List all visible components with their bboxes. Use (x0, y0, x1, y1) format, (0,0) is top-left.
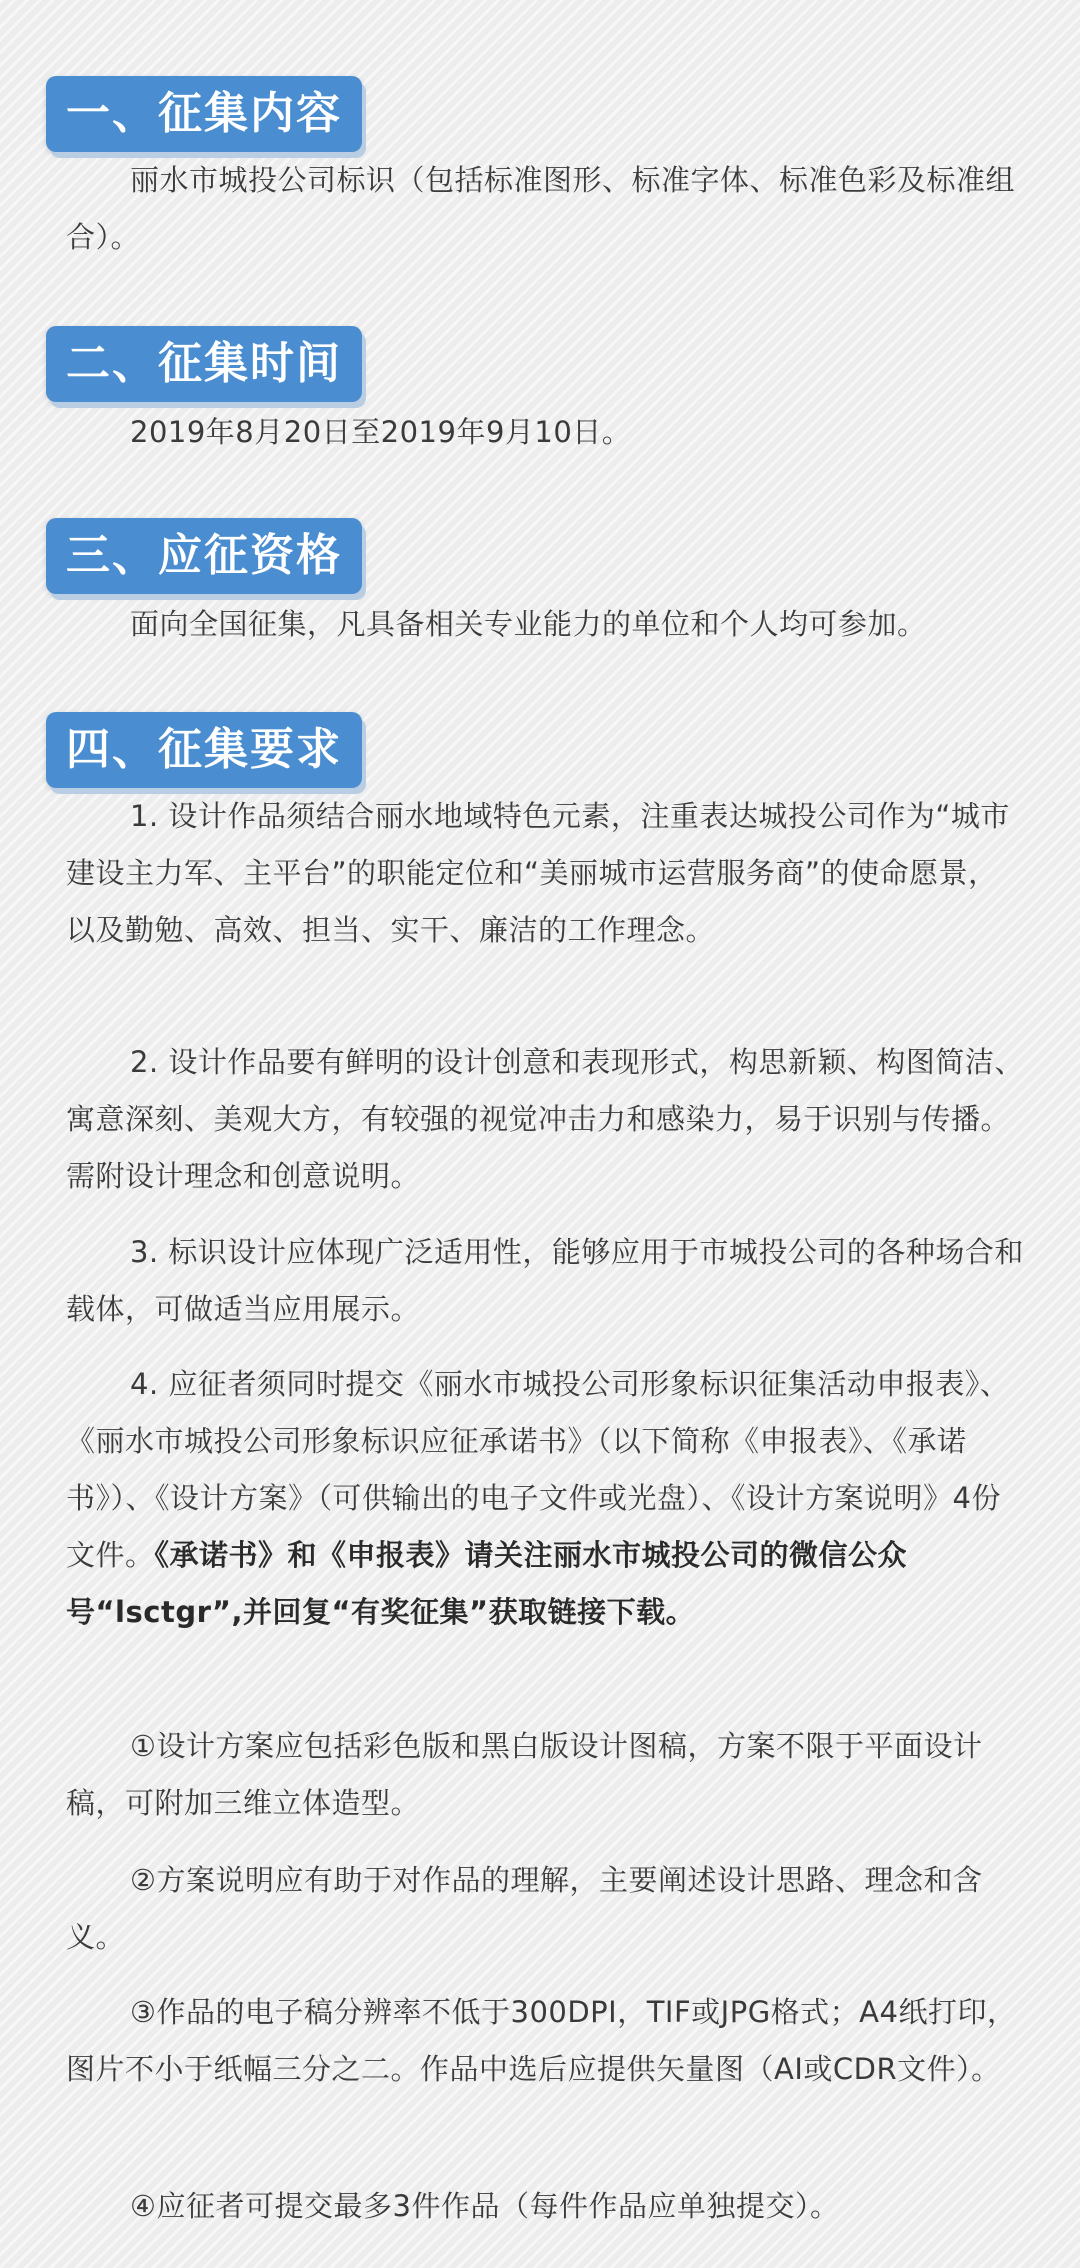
section-heading-content: 一、征集内容 (46, 76, 362, 152)
requirement-item-2: ②方案说明应有助于对作品的理解，主要阐述设计思路、理念和含义。 (66, 1863, 983, 1954)
section-heading-eligibility: 三、应征资格 (46, 518, 362, 594)
paragraph-time: 2019年8月20日至2019年9月10日。 (130, 415, 632, 449)
section-heading-time: 二、征集时间 (46, 326, 362, 402)
requirement-item-1: ①设计方案应包括彩色版和黑白版设计图稿，方案不限于平面设计稿，可附加三维立体造型。 (66, 1729, 983, 1820)
requirement-item-3: ③作品的电子稿分辨率不低于300DPI，TIF或JPG格式；A4纸打印，图片不小于纸幅三分之二。作品中选后应提供矢量图（AI或CDR文件）。 (66, 1995, 1017, 2086)
requirement-3: 3. 标识设计应体现广泛适用性，能够应用于市城投公司的各种场合和载体，可做适当应用展示。 (66, 1235, 1024, 1326)
requirement-1: 1. 设计作品须结合丽水地域特色元素，注重表达城投公司作为“城市建设主力军、主平台”的职能定位和“美丽城市运营服务商”的使命愿景，以及勤勉、高效、担当、实干、廉洁的工作理念。 (66, 799, 1010, 947)
requirement-2: 2. 设计作品要有鲜明的设计创意和表现形式，构思新颖、构图简洁、寓意深刻、美观大方，有较强的视觉冲击力和感染力，易于识别与传播。需附设计理念和创意说明。 (66, 1045, 1024, 1193)
requirement-4 (66, 1356, 1024, 1641)
requirement-4-bold-note: 《承诺书》和《申报表》请关注丽水市城投公司的微信公众号“lsctgr”,并回复“有奖征集”获取链接下载。 (66, 1538, 908, 1629)
paragraph-eligibility: 面向全国征集，凡具备相关专业能力的单位和个人均可参加。 (130, 607, 927, 641)
requirement-4-text: 4. 应征者须同时提交《丽水市城投公司形象标识征集活动申报表》、《丽水市城投公司形象标识应征承诺书》（以下简称《申报表》、《承诺书》）、《设计方案》（可供输出的电子文件或光盘）、《设计方案说明》4份文件。 (66, 1367, 1010, 1572)
section-heading-requirements: 四、征集要求 (46, 712, 362, 788)
paragraph-content: 丽水市城投公司标识（包括标准图形、标准字体、标准色彩及标准组合）。 (66, 163, 1016, 254)
requirement-item-4: ④应征者可提交最多3件作品（每件作品应单独提交）。 (130, 2189, 840, 2223)
